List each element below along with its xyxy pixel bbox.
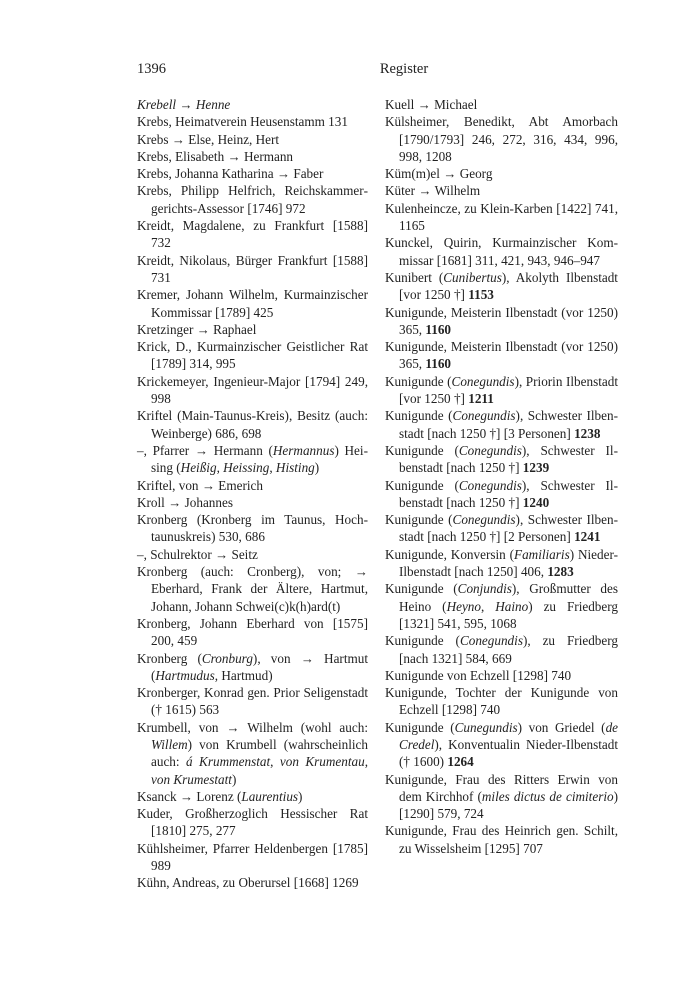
index-entry: Kriftel (Main-Taunus-Kreis), Besitz (auch: Weinberge) 686, 698	[137, 408, 368, 441]
index-entry: Kroll → Johannes	[137, 494, 233, 510]
index-entry: Kunigunde (Conegundis), Schwester Ilbenstadt [nach 1250 †] 1239	[385, 442, 618, 476]
index-entry: Kronberger, Konrad gen. Prior Seligenstadt († 1615) 563	[137, 685, 368, 718]
index-entry: Krebs, Johanna Katharina → Faber	[137, 166, 324, 182]
index-entry: Kunckel, Quirin, Kurmainzischer Kommissar [1681] 311, 421, 943, 946–947	[385, 235, 618, 268]
index-entry: Kronberg, Johann Eberhard von [1575] 200, 459	[137, 615, 368, 649]
index-entry: Kreidt, Nikolaus, Bürger Frankfurt [1588] 731	[137, 252, 368, 285]
index-entry: Kunigunde (Cunegundis) von Griedel (de Credel), Konventualin Nieder-Ilbenstadt († 1600) 1264	[385, 719, 619, 770]
index-entry: Kremer, Johann Wilhelm, Kurmainzischer Kommissar [1789] 425	[137, 287, 368, 320]
index-entry: Krebs, Heimatverein Heusenstamm 131	[137, 114, 348, 130]
index-entry: Kreidt, Magdalene, zu Frankfurt [1588] 732	[137, 218, 368, 251]
index-entry: Krebell → Henne	[137, 97, 231, 112]
index-entry: Kretzinger → Raphael	[137, 321, 257, 337]
index-entry: Kunigunde (Conegundis), Priorin Ilbenstadt [vor 1250 †] 1211	[385, 373, 618, 407]
index-entry: Krebs, Elisabeth → Hermann	[137, 148, 294, 164]
index-entry: Kronberg (Kronberg im Taunus, Hochtaunuskreis) 530, 686	[137, 512, 368, 545]
index-entry: Kronberg (Cronburg), von → Hartmut (Hartmudus, Hartmud)	[137, 650, 368, 683]
index-entry: Krick, D., Kurmainzischer Geistlicher Rat [1789] 314, 995	[137, 339, 368, 372]
index-entry: Küm(m)el → Georg	[385, 166, 493, 182]
index-entry: Kunigunde (Conegundis), Schwester Ilbenstadt [nach 1250 †] [3 Personen] 1238	[385, 408, 618, 441]
index-entry: Kunigunde von Echzell [1298] 740	[385, 667, 572, 683]
index-entry: Kunigunde, Tochter der Kunigunde von Echzell [1298] 740	[385, 685, 618, 718]
index-entry: Kühlsheimer, Pfarrer Heldenbergen [1785] 989	[137, 840, 368, 874]
index-entry: –, Pfarrer → Hermann (Hermannus) Heising (Heißig, Heissing, Histing)	[137, 442, 368, 476]
index-entry: Kuell → Michael	[385, 97, 478, 112]
index-entry: Kunigunde, Meisterin Ilbenstadt (vor 1250) 365, 1160	[385, 339, 618, 372]
index-entry: Kunigunde (Conegundis), zu Friedberg [nach 1321] 584, 669	[385, 633, 618, 666]
index-entry: Kulenheincze, zu Klein-Karben [1422] 741, 1165	[385, 200, 618, 234]
register-column-right	[385, 96, 618, 857]
index-entry: Krebs, Philipp Helfrich, Reichskammergerichts-Assessor [1746] 972	[137, 183, 368, 216]
index-entry: Kunigunde, Konversin (Familiaris) Nieder-Ilbenstadt [nach 1250] 406, 1283	[385, 546, 618, 580]
index-entry: Kunigunde (Conjundis), Großmutter des Heino (Heyno, Haino) zu Friedberg [1321] 541, 595, 1068	[385, 581, 618, 631]
index-entry: Kunigunde, Meisterin Ilbenstadt (vor 1250) 365, 1160	[385, 304, 618, 337]
running-head: Register	[379, 61, 429, 77]
register-column-left	[137, 96, 368, 892]
index-entry: Kuder, Großherzoglich Hessischer Rat [1810] 275, 277	[137, 806, 368, 839]
index-entry: Kühn, Andreas, zu Oberursel [1668] 1269	[137, 875, 359, 891]
index-entry: Krickemeyer, Ingenieur-Major [1794] 249, 998	[137, 373, 368, 407]
index-entry: Kunigunde, Frau des Heinrich gen. Schilt, zu Wisselsheim [1295] 707	[385, 823, 618, 856]
index-entry: Kunigunde (Conegundis), Schwester Ilbenstadt [nach 1250 †] 1240	[385, 477, 618, 510]
index-entry: Kunigunde (Conegundis), Schwester Ilbenstadt [nach 1250 †] [2 Personen] 1241	[385, 512, 618, 545]
index-entry: Ksanck → Lorenz (Laurentius)	[137, 788, 303, 804]
page-number: 1396	[137, 61, 166, 77]
index-entry: –, Schulrektor → Seitz	[137, 546, 258, 562]
index-entry: Kriftel, von → Emerich	[137, 477, 263, 493]
index-entry: Külsheimer, Benedikt, Abt Amorbach [1790/1793] 246, 272, 316, 434, 996, 998, 1208	[385, 114, 618, 164]
index-entry: Krumbell, von → Wilhelm (wohl auch: Willem) von Krumbell (wahrscheinlich auch: á Krummenstat, von Krumentau, von Krumestatt)	[137, 719, 369, 787]
index-entry: Kunigunde, Frau des Ritters Erwin von dem Kirchhof (miles dictus de cimiterio) [1290] 579, 724	[385, 771, 618, 822]
index-entry: Kronberg (auch: Cronberg), von; → Eberhard, Frank der Ältere, Hartmut, Johann, Johann Schwei(c)k(h)ard(t)	[137, 564, 368, 614]
index-entry: Kunibert (Cunibertus), Akolyth Ilbenstadt [vor 1250 †] 1153	[385, 269, 618, 303]
index-entry: Krebs → Else, Heinz, Hert	[137, 131, 280, 147]
index-entry: Küter → Wilhelm	[385, 183, 481, 199]
